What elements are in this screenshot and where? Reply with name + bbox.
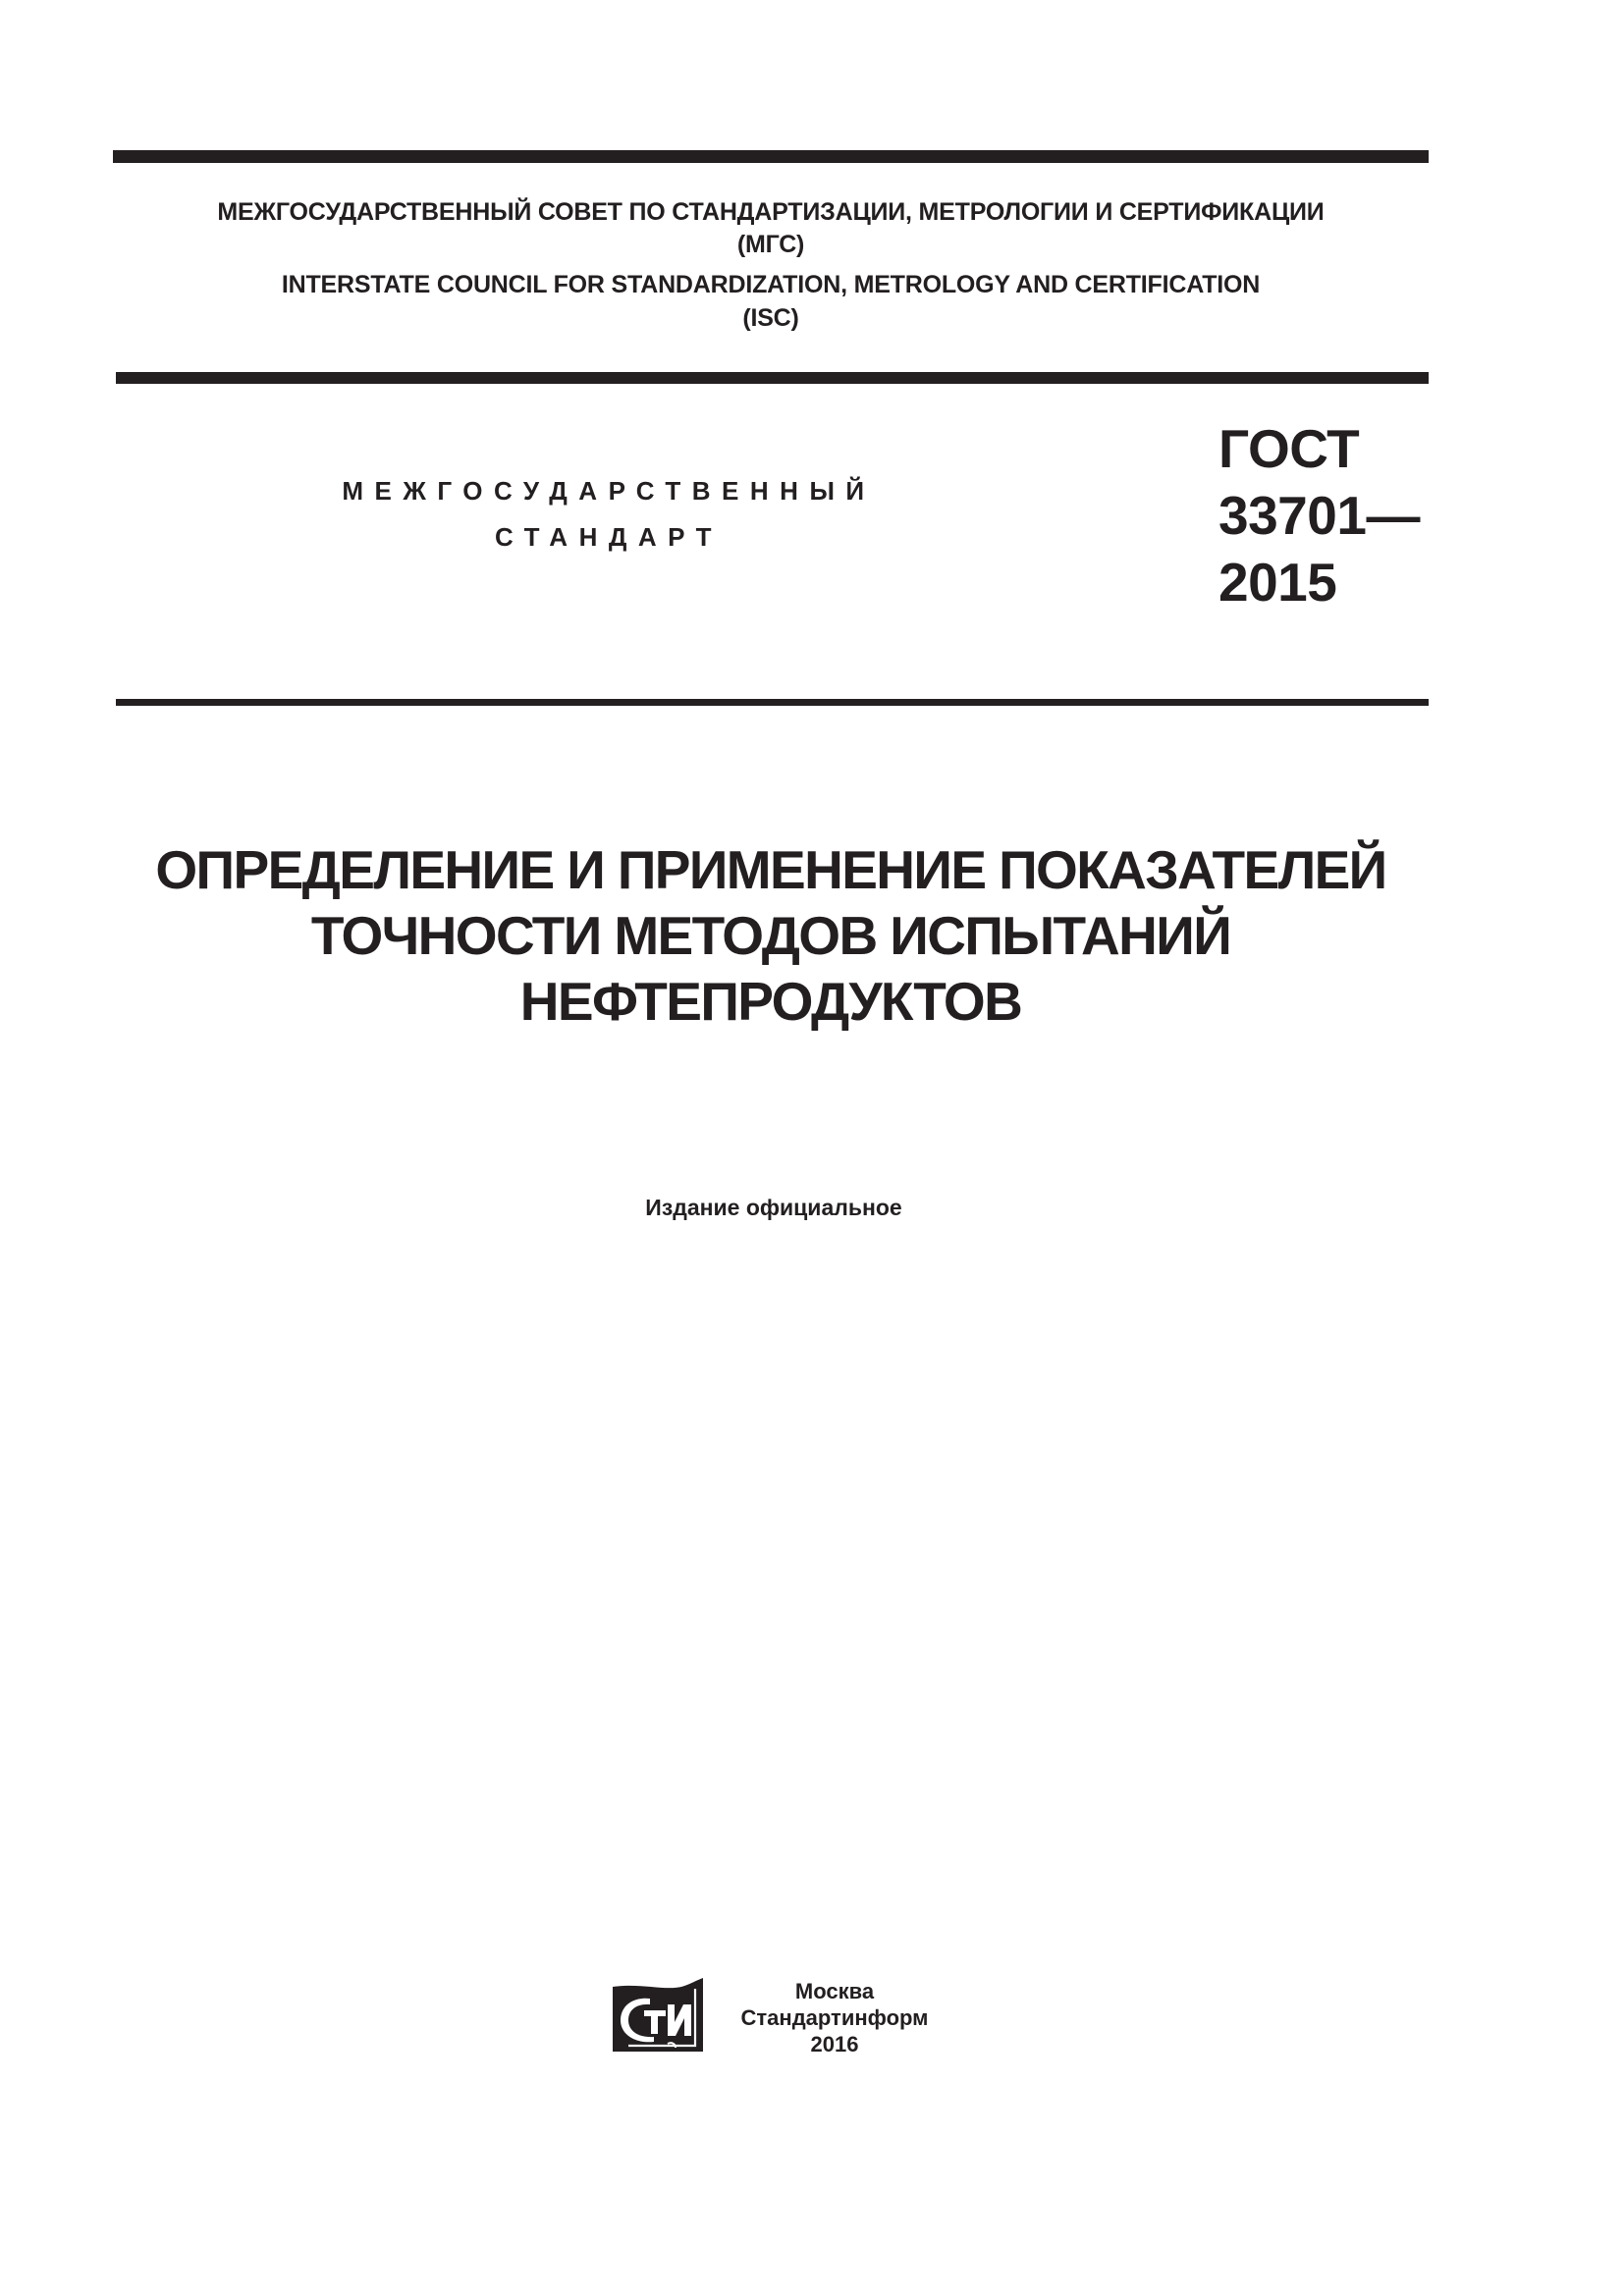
council-abbr-ru: (МГС)	[736, 231, 805, 258]
gost-number: 33701—	[1218, 485, 1420, 546]
gost-year: 2015	[1218, 552, 1337, 613]
title-line-3: НЕФТЕПРОДУКТОВ	[519, 971, 1022, 1032]
header-bottom-rule	[116, 372, 1429, 384]
publisher-name: Стандартинформ	[740, 2005, 929, 2030]
publisher-year: 2016	[810, 2032, 859, 2056]
publisher-city: Москва	[794, 1979, 875, 2003]
council-name-en: INTERSTATE COUNCIL FOR STANDARDIZATION, METROLOGY AND CERTIFICATION	[281, 271, 1261, 298]
standard-kind-line1: МЕЖГОСУДАРСТВЕННЫЙ	[342, 476, 876, 506]
title-line-1: ОПРЕДЕЛЕНИЕ И ПРИМЕНЕНИЕ ПОКАЗАТЕЛЕЙ	[155, 839, 1386, 900]
standartinform-logo-icon	[611, 1977, 705, 2054]
council-name-ru: МЕЖГОСУДАРСТВЕННЫЙ СОВЕТ ПО СТАНДАРТИЗАЦИИ, МЕТРОЛОГИИ И СЕРТИФИКАЦИИ	[217, 198, 1325, 226]
designation-bottom-rule	[116, 699, 1429, 706]
standard-kind-line2: СТАНДАРТ	[494, 522, 724, 552]
council-abbr-en: (ISC)	[742, 304, 799, 332]
edition-label: Издание официальное	[645, 1195, 902, 1220]
gost-label: ГОСТ	[1218, 418, 1360, 479]
top-rule	[113, 150, 1429, 163]
title-line-2: ТОЧНОСТИ МЕТОДОВ ИСПЫТАНИЙ	[310, 905, 1231, 966]
